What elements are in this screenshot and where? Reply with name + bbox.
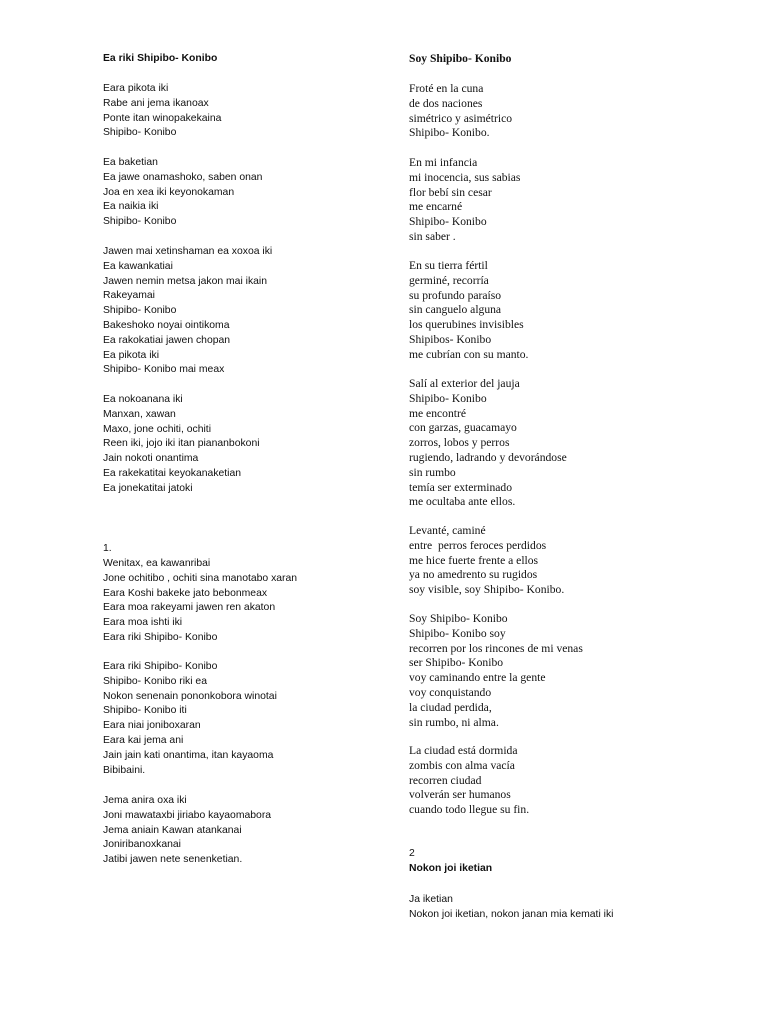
verse-line: sin canguelo alguna: [409, 303, 502, 317]
verse-line: Froté en la cuna: [409, 82, 484, 95]
verse-line: temía ser exterminado: [409, 480, 513, 494]
verse-line: Jatibi jawen nete senenketian.: [103, 854, 243, 866]
verse-line: Jawen nemin metsa jakon mai ikain: [103, 275, 268, 287]
verse-line: me encarné: [409, 200, 463, 214]
verse-line: soy visible, soy Shipibo- Konibo.: [409, 583, 565, 597]
verse-line: Shipibo- Konibo soy: [409, 626, 506, 640]
verse-line: Jema anira oxa iki: [103, 795, 187, 806]
poem-title: Ea riki Shipibo- Konibo: [103, 53, 218, 64]
verse-line: Eara Koshi bakeke jato bebonmeax: [103, 587, 268, 599]
verse-line: zombis con alma vacía: [409, 758, 515, 772]
verse-line: de dos naciones: [409, 96, 483, 110]
verse-line: Ea pikota iki: [103, 349, 160, 361]
verse-line: germiné, recorría: [409, 273, 489, 287]
verse-line: me ocultaba ante ellos.: [409, 495, 516, 509]
verse-line: Shipibo- Konibo: [103, 216, 177, 228]
verse-line: Levanté, caminé: [409, 524, 486, 537]
verse-line: Rabe ani jema ikanoax: [103, 97, 209, 109]
verse-line: entre perros feroces perdidos: [409, 538, 547, 552]
verse-line: Rakeyamai: [103, 290, 155, 302]
verse-line: Salí al exterior del jauja: [409, 377, 520, 390]
section-number: 2: [409, 848, 415, 859]
verse-line: Ea jawe onamashoko, saben onan: [103, 171, 263, 183]
verse-line: su profundo paraíso: [409, 288, 502, 302]
verse-line: Bakeshoko noyai ointikoma: [103, 320, 230, 331]
poem-title: Soy Shipibo- Konibo: [409, 52, 512, 65]
verse-line: flor bebí sin cesar: [409, 185, 492, 199]
verse-line: En su tierra fértil: [409, 259, 488, 272]
verse-line: ser Shipibo- Konibo: [409, 656, 504, 670]
verse-line: sin saber .: [409, 230, 456, 243]
verse-line: sin rumbo: [409, 465, 456, 479]
verse-line: Jain nokoti onantima: [103, 453, 199, 465]
verse-line: Shipibo- Konibo.: [409, 126, 490, 140]
verse-line: Ea rakokatiai jawen chopan: [103, 334, 231, 346]
verse-line: los querubines invisibles: [409, 318, 524, 332]
verse-line: Nokon joi iketian, nokon janan mia kemati iki: [409, 908, 614, 920]
verse-line: me hice fuerte frente a ellos: [409, 553, 539, 567]
verse-line: La ciudad está dormida: [409, 744, 518, 757]
verse-line: Joni mawataxbi jiriabo kayaomabora: [103, 809, 272, 821]
verse-line: Shipibo- Konibo iti: [103, 705, 187, 717]
verse-line: la ciudad perdida,: [409, 700, 492, 714]
verse-line: Eara niai joniboxaran: [103, 720, 201, 732]
verse-line: voy caminando entre la gente: [409, 671, 546, 685]
verse-line: Shipibo- Konibo: [103, 305, 177, 317]
verse-line: Ja iketian: [409, 894, 453, 905]
verse-line: Ea jonekatitai jatoki: [103, 482, 193, 494]
verse-line: Ea naikia iki: [103, 201, 159, 213]
verse-line: Shipibo- Konibo: [409, 215, 487, 229]
verse-line: Eara moa ishti iki: [103, 617, 183, 629]
verse-line: Eara riki Shipibo- Konibo: [103, 661, 218, 672]
verse-line: Ponte itan winopakekaina: [103, 112, 222, 124]
verse-line: Reen iki, jojo iki itan piananbokoni: [103, 438, 260, 450]
verse-line: zorros, lobos y perros: [409, 436, 510, 450]
verse-line: Jawen mai xetinshaman ea xoxoa iki: [103, 246, 273, 257]
verse-line: Maxo, jone ochiti, ochiti: [103, 423, 212, 435]
verse-line: Ea baketian: [103, 157, 158, 168]
verse-line: mi inocencia, sus sabias: [409, 170, 521, 184]
verse-line: Ea kawankatiai: [103, 260, 173, 272]
verse-line: recorren por los rincones de mi venas: [409, 641, 583, 655]
verse-line: voy conquistando: [409, 686, 492, 699]
section-number: 1.: [103, 543, 112, 554]
verse-line: Eara kai jema ani: [103, 735, 184, 746]
verse-line: Jema aniain Kawan atankanai: [103, 824, 242, 836]
verse-line: Jone ochitibo , ochiti sina manotabo xaran: [103, 572, 298, 584]
verse-line: Soy Shipibo- Konibo: [409, 612, 508, 625]
verse-line: recorren ciudad: [409, 773, 482, 787]
verse-line: Manxan, xawan: [103, 408, 176, 420]
verse-line: Bibibaini.: [103, 764, 146, 776]
verse-line: simétrico y asimétrico: [409, 111, 513, 125]
verse-line: Nokon senenain pononkobora winotai: [103, 690, 277, 702]
verse-line: Jain jain kati onantima, itan kayaoma: [103, 749, 274, 761]
verse-line: Joa en xea iki keyonokaman: [103, 186, 235, 198]
verse-line: Shipibo- Konibo: [103, 127, 177, 139]
verse-line: Shipibo- Konibo mai meax: [103, 364, 225, 376]
verse-line: Shipibo- Konibo: [409, 391, 487, 405]
verse-line: Ea nokoanana iki: [103, 394, 183, 405]
verse-line: cuando todo llegue su fin.: [409, 803, 530, 817]
verse-line: me cubrían con su manto.: [409, 347, 529, 361]
verse-line: Eara pikota iki: [103, 83, 169, 94]
verse-line: Shipibo- Konibo riki ea: [103, 675, 207, 687]
verse-line: rugiendo, ladrando y devorándose: [409, 451, 567, 464]
verse-line: con garzas, guacamayo: [409, 421, 517, 435]
verse-line: Eara moa rakeyami jawen ren akaton: [103, 602, 276, 614]
verse-line: sin rumbo, ni alma.: [409, 715, 499, 729]
verse-line: me encontré: [409, 406, 466, 420]
verse-line: Eara riki Shipibo- Konibo: [103, 632, 218, 643]
verse-line: Joniribanoxkanai: [103, 839, 181, 851]
section-title: Nokon joi iketian: [409, 863, 493, 874]
verse-line: Ea rakekatitai keyokanaketian: [103, 468, 242, 479]
verse-line: Shipibos- Konibo: [409, 333, 492, 346]
verse-line: ya no amedrento su rugidos: [409, 568, 538, 582]
verse-line: volverán ser humanos: [409, 788, 511, 802]
verse-line: Wenitax, ea kawanribai: [103, 558, 211, 569]
verse-line: En mi infancia: [409, 156, 478, 169]
